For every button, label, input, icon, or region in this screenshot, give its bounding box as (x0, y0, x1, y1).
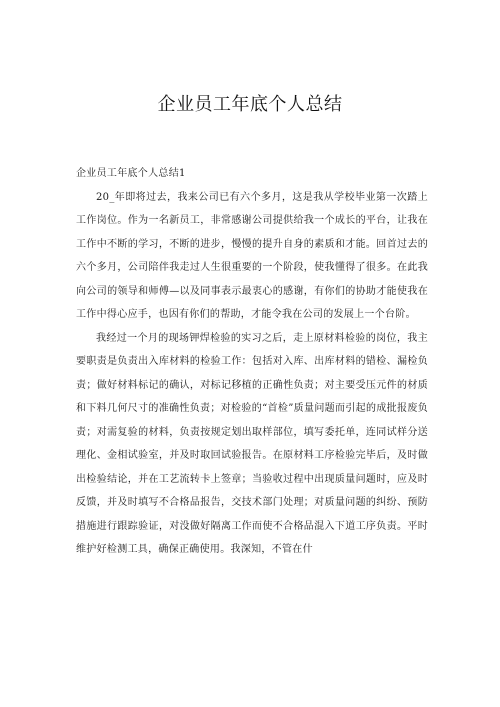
document-body (76, 162, 428, 562)
section-heading: 企业员工年底个人总结1 (76, 168, 186, 179)
paragraph-1: 20_年即将过去，我来公司已有六个多月，这是我从学校毕业第一次踏上工作岗位。作为一名新员工，非常感谢公司提供给我一个成长的平台，让我在工作中不断的学习，不断的进步，慢慢的提升自身的素质和才能。回首过去的六个多月，公司陪伴我走过人生很重要的一个阶段，使我懂得了很多。在此我向公司的领导和师傅—以及同事表示最衷心的感谢，有你们的协助才能使我在工作中得心应手，也因有你们的帮助，才能令我在公司的发展上一个台阶。 (76, 191, 428, 320)
paragraph-2: 我经过一个月的现场钾焊检验的实习之后，走上原材料检验的岗位，我主要职责是负责出入库材料的检验工作：包括对入库、出库材料的错检、漏检负责；做好材料标记的确认，对标记移植的正确性负责；对主要受压元件的材质和下料几何尺寸的准确性负责；对检验的“首检”质量问题而引起的成批报废负责；对需复验的材料，负责按规定划出取样部位，填写委托单，连同试样分送理化、金相试验室，并及时取回试验报告。在原材料工序检验完毕后，及时做出检验结论，并在工艺流转卡上签章；当验收过程中出现质量问题时，应及时反馈，并及时填写不合格品报告，交技术部门处理；对质量问题的纠纷、预防措施进行跟踪验证，对没做好隔离工作而使不合格品混入下道工序负责。平时维护好检测工具，确保正确使用。我深知，不管在什 (76, 332, 428, 555)
document-title: 企业员工年底个人总结 (157, 94, 343, 115)
